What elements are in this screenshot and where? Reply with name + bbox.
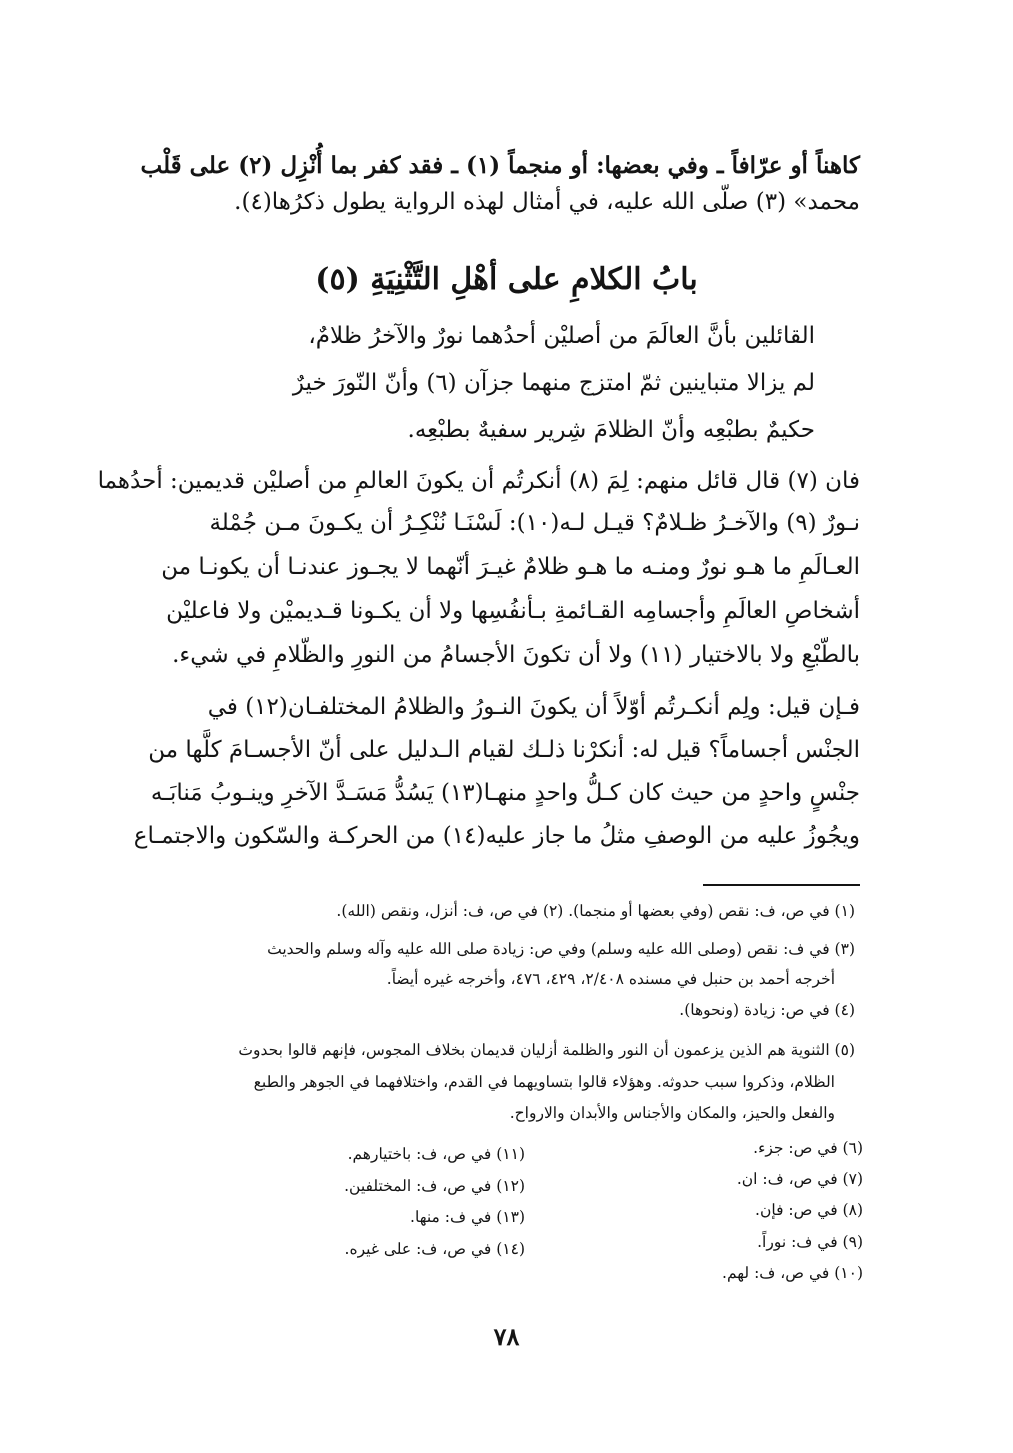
footnote-5-line-2: الظلام، وذكروا سبب حدوثه. وهؤلاء قالوا بتساويهما في القدم، واختلافهما في الجوهر والطبع: [253, 1073, 835, 1091]
footnote-3-line-2: أخرجه أحمد بن حنبل في مسنده ٢/٤٠٨، ٤٢٩، ٤٧٦، وأخرجه غيره أيضاً.: [386, 970, 835, 988]
paragraph-2-line-3: جنْسٍ واحدٍ من حيث كان كـلُّ واحدٍ منهـا(١٣) يَسُدُّ مَسَـدَّ الآخرِ وينـوبُ مَنابَـه: [150, 780, 860, 806]
paragraph-1-line-1: فان (٧) قال قائل منهم: لِمَ (٨) أنكرتُم أن يكونَ العالمِ من أصليْن قديمين: أحدُهما: [97, 468, 860, 494]
paragraph-2-line-1: فـإن قيل: ولِم أنكـرتُم أوّلاً أن يكونَ النـورُ والظلامُ المختلفـان(١٢) في: [207, 694, 860, 720]
footnote-12: (١٢) في ص، ف: المختلفين.: [344, 1177, 525, 1195]
paragraph-2-line-2: الجنْس أجساماً؟ قيل له: أنكرْنا ذلـك لقيام الـدليل على أنّ الأجسـامَ كلَّها من: [148, 737, 860, 763]
footnote-8: (٨) في ص: فإن.: [755, 1201, 863, 1219]
footnote-3-line-1: (٣) في ف: نقص (وصلى الله عليه وسلم) وفي ص: زيادة صلى الله عليه وآله وسلم والحديث: [267, 940, 855, 958]
footnote-10: (١٠) في ص، ف: لهم.: [722, 1264, 863, 1282]
section-subtitle-line-2: لم يزالا متباينين ثمّ امتزج منهما جزآن (٦) وأنّ النّورَ خيرٌ: [292, 370, 815, 396]
footnote-9: (٩) في ف: نوراً.: [757, 1233, 863, 1251]
paragraph-1-line-4: أشخاصِ العالَمِ وأجسامِه القـائمةِ بـأنفُسِها ولا أن يكـونا قـديميْن ولا فاعليْن: [166, 598, 860, 624]
footnote-5-line-1: (٥) الثنوية هم الذين يزعمون أن النور والظلمة أزليان قديمان بخلاف المجوس، فإنهم قالوا بحدوث: [238, 1041, 855, 1059]
section-subtitle-line-3: حكيمٌ بطبْعِه وأنّ الظلامَ شِرير سفيهٌ بطبْعِه.: [407, 417, 815, 443]
footnote-7: (٧) في ص، ف: ان.: [736, 1170, 863, 1188]
intro-line-2: محمد» (٣) صلّى الله عليه، في أمثال لهذه الرواية يطول ذكرُها(٤).: [234, 189, 860, 215]
intro-line-1: كاهناً أو عرّافاً ـ وفي بعضها: أو منجماً (١) ـ فقد كفر بما أُنْزِل (٢) على قَلْب: [140, 152, 860, 179]
page-number: ٧٨: [493, 1322, 520, 1351]
paragraph-1-line-2: نـورٌ (٩) والآخـرُ ظـلامٌ؟ قيـل لـه(١٠): لَسْنَـا نُنْكِـرُ أن يكـونَ مـن جُمْلة: [209, 510, 860, 536]
footnote-11: (١١) في ص، ف: باختيارهم.: [347, 1145, 525, 1163]
footnote-4: (٤) في ص: زيادة (ونحوها).: [679, 1001, 855, 1019]
paragraph-1-line-3: العـالَمِ ما هـو نورٌ ومنـه ما هـو ظلامٌ غيـرَ أنّهما لا يجـوز عندنـا أن يكونـا من: [161, 554, 860, 580]
section-title: بابُ الكلامِ على أهْلِ التَّثْنِيَةِ (٥): [315, 262, 698, 297]
paragraph-2-line-4: ويجُوزُ عليه من الوصفِ مثلُ ما جاز عليه(١٤) من الحركـة والسّكون والاجتمـاع: [133, 823, 860, 849]
footnote-13: (١٣) في ف: منها.: [410, 1208, 525, 1226]
footnote-divider: [703, 884, 860, 886]
footnote-14: (١٤) في ص، ف: على غيره.: [344, 1240, 525, 1258]
footnote-5-line-3: والفعل والحيز، والمكان والأجناس والأبدان والارواح.: [509, 1104, 835, 1122]
footnote-1-2: (١) في ص، ف: نقص (وفي بعضها أو منجما). (٢) في ص، ف: أنزل، ونقص (الله).: [336, 902, 855, 920]
paragraph-1-line-5: بالطّبْعِ ولا بالاختيار (١١) ولا أن تكونَ الأجسامُ من النورِ والظّلامِ في شيء.: [172, 642, 860, 668]
section-subtitle-line-1: القائلين بأنَّ العالَمَ من أصليْن أحدُهما نورٌ والآخرُ ظلامٌ،: [308, 323, 815, 349]
footnote-6: (٦) في ص: جزء.: [753, 1139, 863, 1157]
